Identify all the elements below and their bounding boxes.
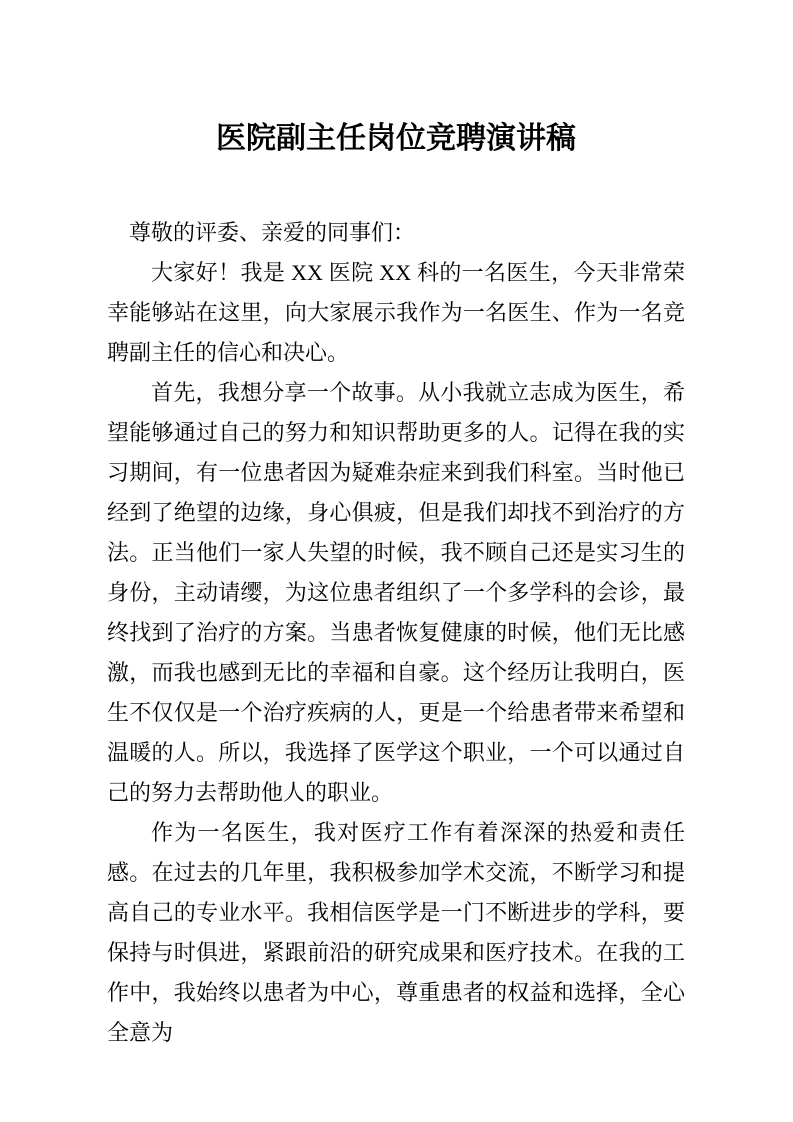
body-paragraph: 作为一名医生，我对医疗工作有着深深的热爱和责任感。在过去的几年里，我积极参加学术交流，不断学习和提高自己的专业水平。我相信医学是一门不断进步的学科，要保持与时俱进，紧跟前沿的研究成果和医疗技术。在我的工作中，我始终以患者为中心，尊重患者的权益和选择，全心全意为 bbox=[107, 820, 685, 1045]
document-title: 医院副主任岗位竞聘演讲稿 bbox=[216, 122, 576, 155]
greeting-line: 尊敬的评委、亲爱的同事们： bbox=[129, 220, 416, 245]
body-paragraph: 首先，我想分享一个故事。从小我就立志成为医生，希望能够通过自己的努力和知识帮助更多的人。记得在我的实习期间，有一位患者因为疑难杂症来到我们科室。当时他已经到了绝望的边缘，身心俱疲，但是我们却找不到治疗的方法。正当他们一家人失望的时候，我不顾自己还是实习生的身份，主动请缨，为这位患者组织了一个多学科的会诊，最终找到了治疗的方案。当患者恢复健康的时候，他们无比感激，而我也感到无比的幸福和自豪。这个经历让我明白，医生不仅仅是一个治疗疾病的人，更是一个给患者带来希望和温暖的人。所以，我选择了医学这个职业，一个可以通过自己的努力去帮助他人的职业。 bbox=[107, 380, 685, 805]
document-body bbox=[107, 213, 685, 1053]
body-paragraph: 大家好！我是 XX 医院 XX 科的一名医生，今天非常荣幸能够站在这里，向大家展示我作为一名医生、作为一名竞聘副主任的信心和决心。 bbox=[107, 260, 685, 365]
